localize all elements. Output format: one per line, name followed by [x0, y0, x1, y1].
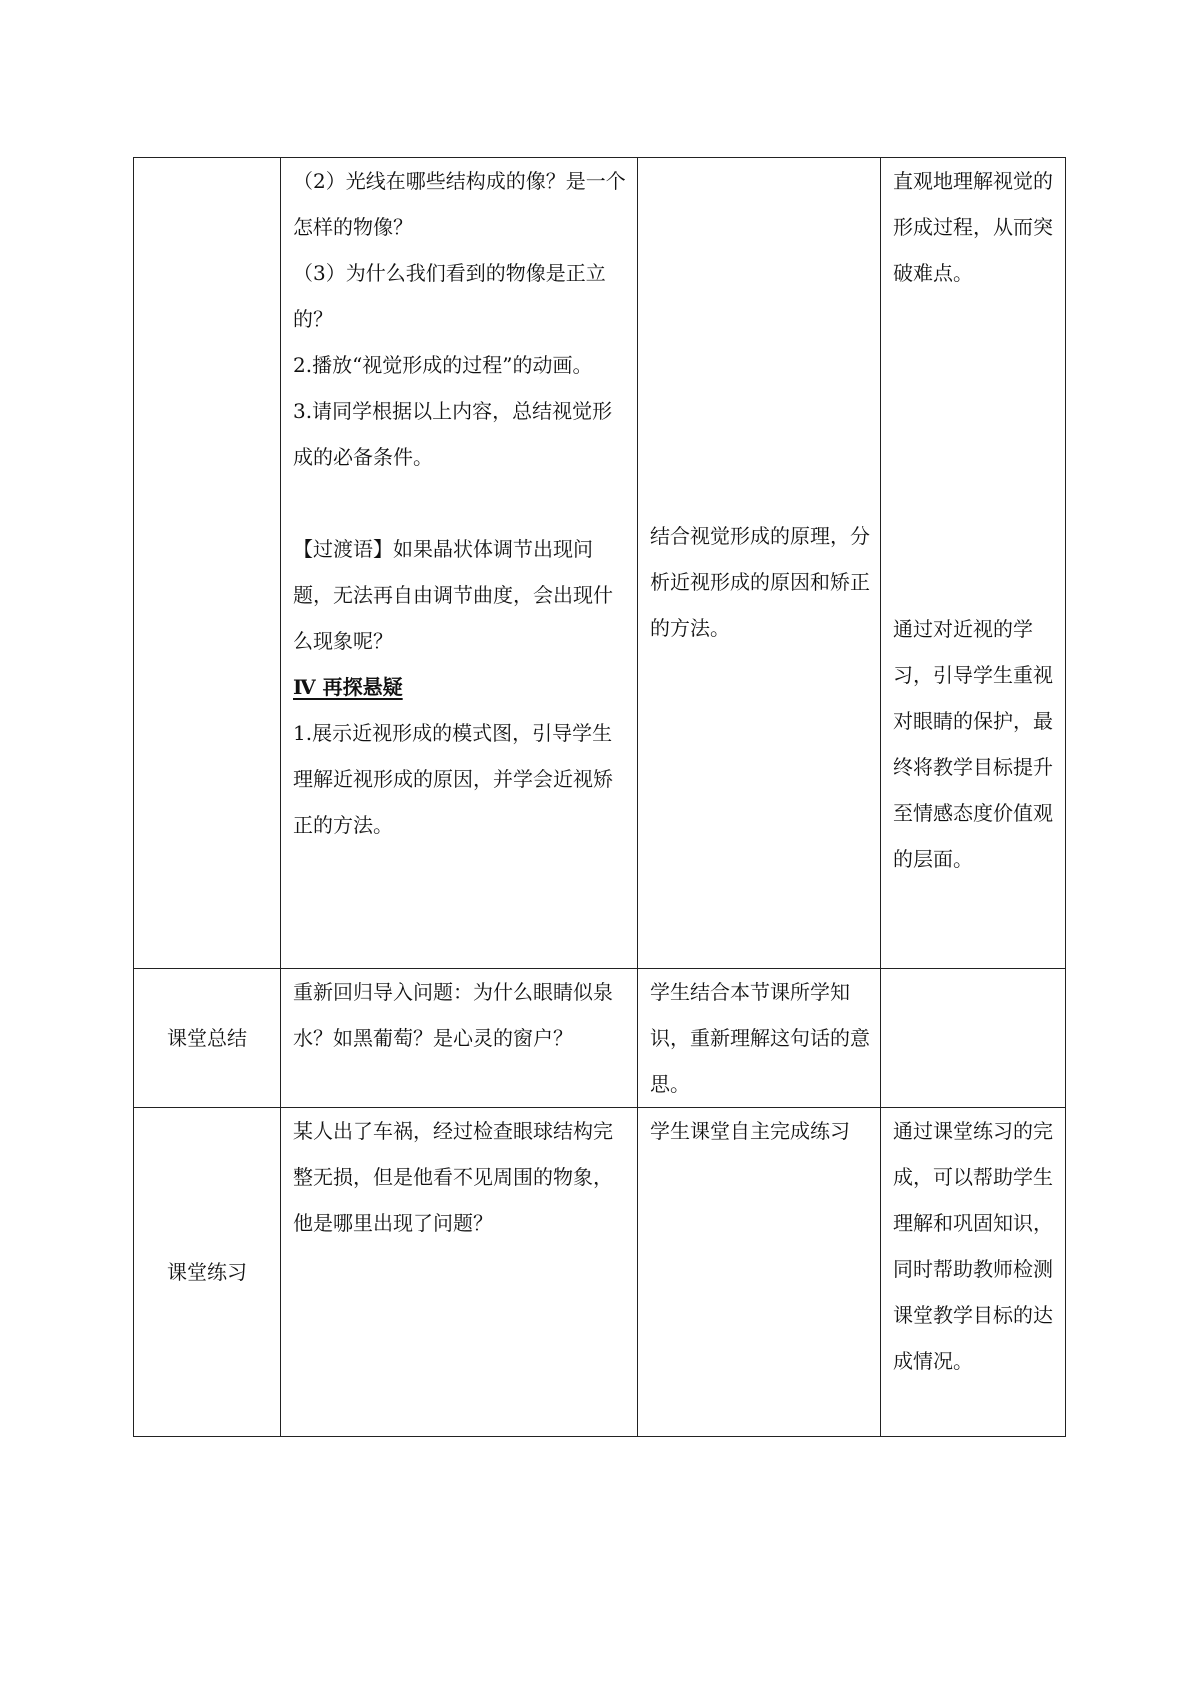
student-activity-text: 结合视觉形成的原理，分析近视形成的原因和矫正的方法。 — [650, 524, 870, 640]
design-intent-cell — [881, 969, 1066, 1108]
teacher-activity-cell — [281, 158, 638, 969]
design-intent-text-1: 直观地理解视觉的形成过程，从而突破难点。 — [893, 169, 1053, 285]
student-activity-cell — [638, 1108, 881, 1437]
design-intent-cell — [881, 1108, 1066, 1437]
step-3: 3.请同学根据以上内容，总结视觉形成的必备条件。 — [293, 399, 613, 469]
question-3: （3）为什么我们看到的物像是正立的？ — [293, 261, 606, 331]
row-label-cell — [134, 969, 281, 1108]
step-1: 1.展示近视形成的模式图，引导学生理解近视形成的原因，并学会近视矫正的方法。 — [293, 721, 613, 837]
row-label-cell — [134, 1108, 281, 1437]
row-label: 课堂总结 — [167, 1026, 247, 1050]
section-heading: Ⅳ 再探悬疑 — [293, 675, 403, 699]
student-activity-cell — [638, 158, 881, 969]
question-2: （2）光线在哪些结构成的像？是一个怎样的物像？ — [293, 169, 626, 239]
design-intent-cell — [881, 158, 1066, 969]
transition-text: 【过渡语】如果晶状体调节出现问题，无法再自由调节曲度，会出现什么现象呢？ — [293, 537, 613, 653]
spacer — [293, 480, 627, 526]
row-label: 课堂练习 — [167, 1260, 247, 1284]
table-row — [134, 158, 1066, 969]
teacher-activity-cell — [281, 1108, 638, 1437]
student-activity-text: 学生课堂自主完成练习 — [650, 1119, 850, 1143]
row-label-cell — [134, 158, 281, 969]
lesson-plan-table — [133, 157, 1066, 1437]
table-row — [134, 969, 1066, 1108]
design-intent-text: 通过课堂练习的完成，可以帮助学生理解和巩固知识，同时帮助教师检测课堂教学目标的达成情况。 — [893, 1119, 1053, 1373]
design-intent-text-2: 通过对近视的学习，引导学生重视对眼睛的保护，最终将教学目标提升至情感态度价值观的层面。 — [893, 617, 1053, 871]
step-2: 2.播放“视觉形成的过程”的动画。 — [293, 353, 593, 377]
teacher-activity-cell — [281, 969, 638, 1108]
teacher-activity-text: 重新回归导入问题：为什么眼睛似泉水？如黑葡萄？是心灵的窗户？ — [293, 980, 613, 1050]
student-activity-text: 学生结合本节课所学知识，重新理解这句话的意思。 — [650, 980, 870, 1096]
student-activity-cell — [638, 969, 881, 1108]
table-row — [134, 1108, 1066, 1437]
teacher-activity-text: 某人出了车祸，经过检查眼球结构完整无损，但是他看不见周围的物象，他是哪里出现了问题？ — [293, 1119, 613, 1235]
